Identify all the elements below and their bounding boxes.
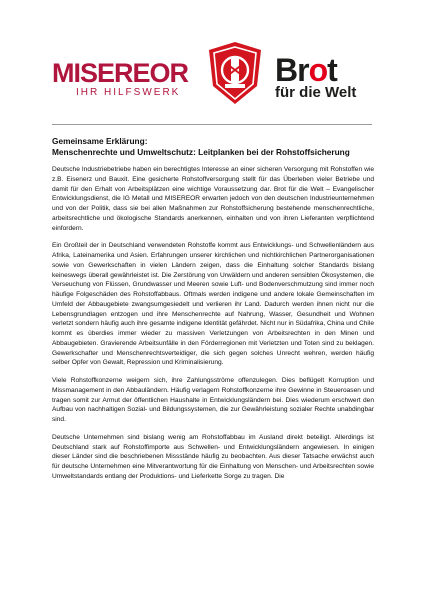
paragraph: Ein Großteil der in Deutschland verwendeten Rohstoffe kommt aus Entwicklungs- und Schwellenländern aus Afrika, Lateinamerika und Asien. Erfahrungen unserer kirchlichen und nichtkirchlichen Partnerorganisationen sowie von Gewerkschaften in vielen Ländern zeigen, dass die Einhaltung solcher Standards bislang keineswegs überall gewährleistet ist. Die Zerstörung von Urwäldern und anderen sensiblen Ökosystemen, die Verseuchung von Flüssen, Grundwasser und Meeren sowie Luft- und Bodenverschmutzung sind immer noch häufige Folgeschäden des Rohstoffabbaus. Oftmals werden indigene und andere lokale Gemeinschaften im Umfeld der Abbaugebiete zwangsumgesiedelt und verlieren ihr Land. Dadurch werden ihnen nicht nur die Lebensgrundlagen entzogen und ihre Menschenrechte auf Nahrung, Wasser, Gesundheit und Wohnen verletzt sondern häufig auch ihre gesamte indigene Identität gefährdet. Nicht nur in Südafrika, China und Chile kommt es überdies immer wieder zu massiven Verletzungen von Arbeitsrechten in den Minen und Abbaugebieten. Gravierende Arbeitsunfälle in den Förderregionen mit Verletzten und Toten sind zu beklagen. Gewerkschafter und Menschenrechtsverteidiger, die sich gegen solches Unrecht wehren, werden häufig selber Opfer von Gewalt, Repression und Kriminalisierung.: [52, 242, 374, 367]
title-line-2: Menschenrechte und Umweltschutz: Leitplanken bei der Rohstoffsicherung: [52, 147, 350, 157]
header-divider: [52, 124, 372, 125]
brot-logo-word: Brot: [275, 52, 337, 88]
brot-fuer-die-welt-logo: [275, 52, 385, 101]
ig-metall-logo: [207, 40, 263, 106]
misereor-logo-word: MISEREOR: [52, 58, 189, 88]
title-line-1: Gemeinsame Erklärung:: [52, 136, 148, 146]
paragraph: Deutsche Unternehmen sind bislang wenig am Rohstoffabbau im Ausland direkt beteiligt. Allerdings ist Deutschland stark auf Rohstoffimporte aus Schwellen- und Entwicklungsländern angewiesen. In einigen dieser Länder sind die beschriebenen Missstände häufig zu beobachten. Aus dieser Tatsache erwächst auch für deutsche Unternehmen eine Mitverantwortung für die Einhaltung von Menschen- und Arbeitsrechten sowie Umweltstandards entlang der Produktions- und Lieferkette Sorge zu tragen. Die: [52, 433, 374, 480]
brot-logo-subtitle: für die Welt: [275, 84, 357, 101]
document-body: [52, 136, 374, 490]
misereor-logo: [52, 60, 194, 98]
paragraph: Deutsche Industriebetriebe haben ein berechtigtes Interesse an einer sicheren Versorgung mit Rohstoffen wie z.B. Eisenerz und Bauxit. Eine gesicherte Rohstoffversorgung stellt für das Überleben vieler Betriebe und damit für den Erhalt von Arbeitsplätzen eine wichtige Voraussetzung dar. Brot für die Welt – Evangelischer Entwicklungsdienst, die IG Metall und MISEREOR erwarten jedoch von den deutschen Industrieunternehmen und von der Politik, dass sie bei allen Maßnahmen zur Rohstoffsicherung bestehende menschenrechtliche, arbeitsrechtliche und ökologische Standards anerkennen, einhalten und von ihren Lieferanten verpflichtend einfordern.: [52, 166, 374, 232]
misereor-logo-subtitle: IHR HILFSWERK: [76, 87, 181, 98]
document-title: [52, 136, 374, 158]
logo-header: [0, 0, 424, 110]
paragraph: Viele Rohstoffkonzerne weigern sich, ihre Zahlungsströme offenzulegen. Dies beflügelt Korruption und Missmanagement in den Abbauländern. Häufig verlagern Rohstoffkonzerne ihre Gewinne in Steueroasen und tragen somit zur Armut der öffentlichen Haushalte in Entwicklungsländern bei. Dies wiederum erschwert den Aufbau von nachhaltigen Sozial- und Bildungssystemen, die zur Gewährleistung sozialer Rechte unabdingbar sind.: [52, 377, 374, 423]
